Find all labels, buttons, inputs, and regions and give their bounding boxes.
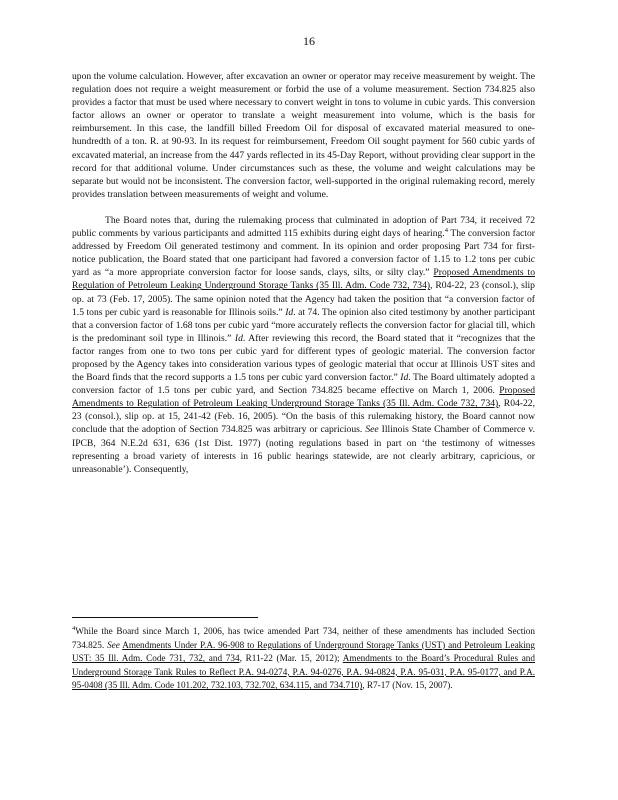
- case-citation: Proposed Amendments to Regulation of Petroleum Leaking Underground Storage Tanks (35 Ill. Adm. Code 732, 734): [72, 385, 535, 410]
- text-segment: Illinois State Chamber of Commerce v. IPCB, 364 N.E.2d 631, 636 (1st Dist. 1977) (noting regulations based in part on ‘the testimony of witnesses representing a broad variety of interests in 16 public hearings statewide, are not clearly arbitrary, capricious, or unreasonable’). Consequently,: [72, 424, 536, 475]
- footnote-divider: [72, 617, 258, 618]
- page-number: 16: [303, 34, 315, 48]
- text-segment: . The Board ultimately adopted a conversion factor of 1.5 tons per cubic yard, and Section 734.825 became effective on March 1, 2006.: [72, 372, 536, 397]
- text-segment: , R04-22, 23 (consol.), slip op. at 73 (Feb. 17, 2005). The same opinion noted that the Agency had taken the position that “a conversion factor of 1.5 tons per cubic yard is reasonable for Illinois soils.”: [72, 280, 535, 318]
- paragraph-1: upon the volume calculation. However, after excavation an owner or operator may receive measurement by weight. The regulation does not require a weight measurement or forbid the use of a volume measurement. Section 734.825 also provides a factor that must be used where necessary to convert weight in tons to volume in cubic yards. This conversion factor allows an owner or operator to translate a weight measurement into volume, which is the basis for reimbursement. In this case, the landfill billed Freedom Oil for disposal of excavated material measured to one-hundredth of a ton. R. at 90-93. In its request for reimbursement, Freedom Oil sought payment for 560 cubic yards of excavated material, an increase from the 447 yards reflected in its 45-Day Report, without providing clear support in the record for that additional volume. Under circumstances such as these, the volume and weight calculations may be separate but would not be inconsistent. The conversion factor, well-supported in the original rulemaking record, merely provides translation between measurements of weight and volume.: [72, 71, 535, 200]
- see-signal: See: [107, 639, 120, 650]
- text-segment: , R7-17 (Nov. 15, 2007).: [362, 680, 453, 691]
- id-signal: Id: [234, 332, 243, 344]
- footnote: [72, 625, 535, 693]
- text-segment: The conversion factor addressed by Freedom Oil generated testimony and comment. In its opinion and order proposing Part 734 for first-notice publication, the Board stated that one participant had favored a conversion factor of 1.15 to 1.2 tons per cubic yard as “a more appropriate conversion factor for loose sands, clays, silts, or silty clay.”: [72, 228, 535, 279]
- case-citation: Amendments Under P.A. 96-908 to Regulations of Underground Storage Tanks (UST) and Petroleum Leaking UST: 35 Ill. Adm. Code 731, 732, and 734: [72, 639, 535, 664]
- footnote-reference: 4: [444, 226, 448, 234]
- text-segment: . After reviewing this record, the Board stated that it “recognizes that the factor ranges from one to two tons per cubic yard for different types of geologic material. The conversion factor proposed by the Agency takes into consideration various types of geologic material that occur at Illinois UST sites and the Board finds that the record supports a 1.5 tons per cubic yard conversion factor.”: [72, 332, 535, 384]
- body-text: [72, 70, 535, 476]
- case-citation: Amendments to the Board’s Procedural Rules and Underground Storage Tank Rules to Reflect P.A. 94-0274, P.A. 94-0276, P.A. 94-0824, P.A. 95-031, P.A. 95-0177, and P.A. 95-0408 (35 Ill. Adm. Code 101.202, 732.103, 732.702, 634.115, and 734.710): [72, 653, 535, 691]
- id-signal: Id: [400, 372, 409, 384]
- text-segment: . at 74. The opinion also cited testimony by another participant that a conversion factor of 1.68 tons per cubic yard “more accurately reflects the conversion factor for glacial till, which is the predominant soil type in Illinois.”: [72, 306, 535, 344]
- text-segment: , R11-22 (Mar. 15, 2012);: [239, 653, 343, 664]
- footnote-number: 4: [72, 624, 76, 632]
- text-segment: The Board notes that, during the rulemaking process that culminated in adoption of Part 734, it received 72 public comments by various participants and admitted 115 exhibits during eight days of hearing.: [72, 214, 535, 240]
- see-signal: See: [365, 424, 379, 436]
- id-signal: Id: [285, 306, 294, 318]
- text-segment: , R04-22, 23 (consol.), slip op. at 15, 241-42 (Feb. 16, 2005). “On the basis of this rulemaking history, the Board cannot now conclude that the adoption of Section 734.825 was arbitrary or capricious.: [72, 398, 535, 436]
- case-citation: Proposed Amendments to Regulation of Petroleum Leaking Underground Storage Tanks (35 Ill. Adm. Code 732, 734): [72, 267, 536, 292]
- paragraph-2: [72, 214, 535, 476]
- text-segment: While the Board since March 1, 2006, has twice amended Part 734, neither of these amendments has included Section 734.825.: [72, 626, 535, 650]
